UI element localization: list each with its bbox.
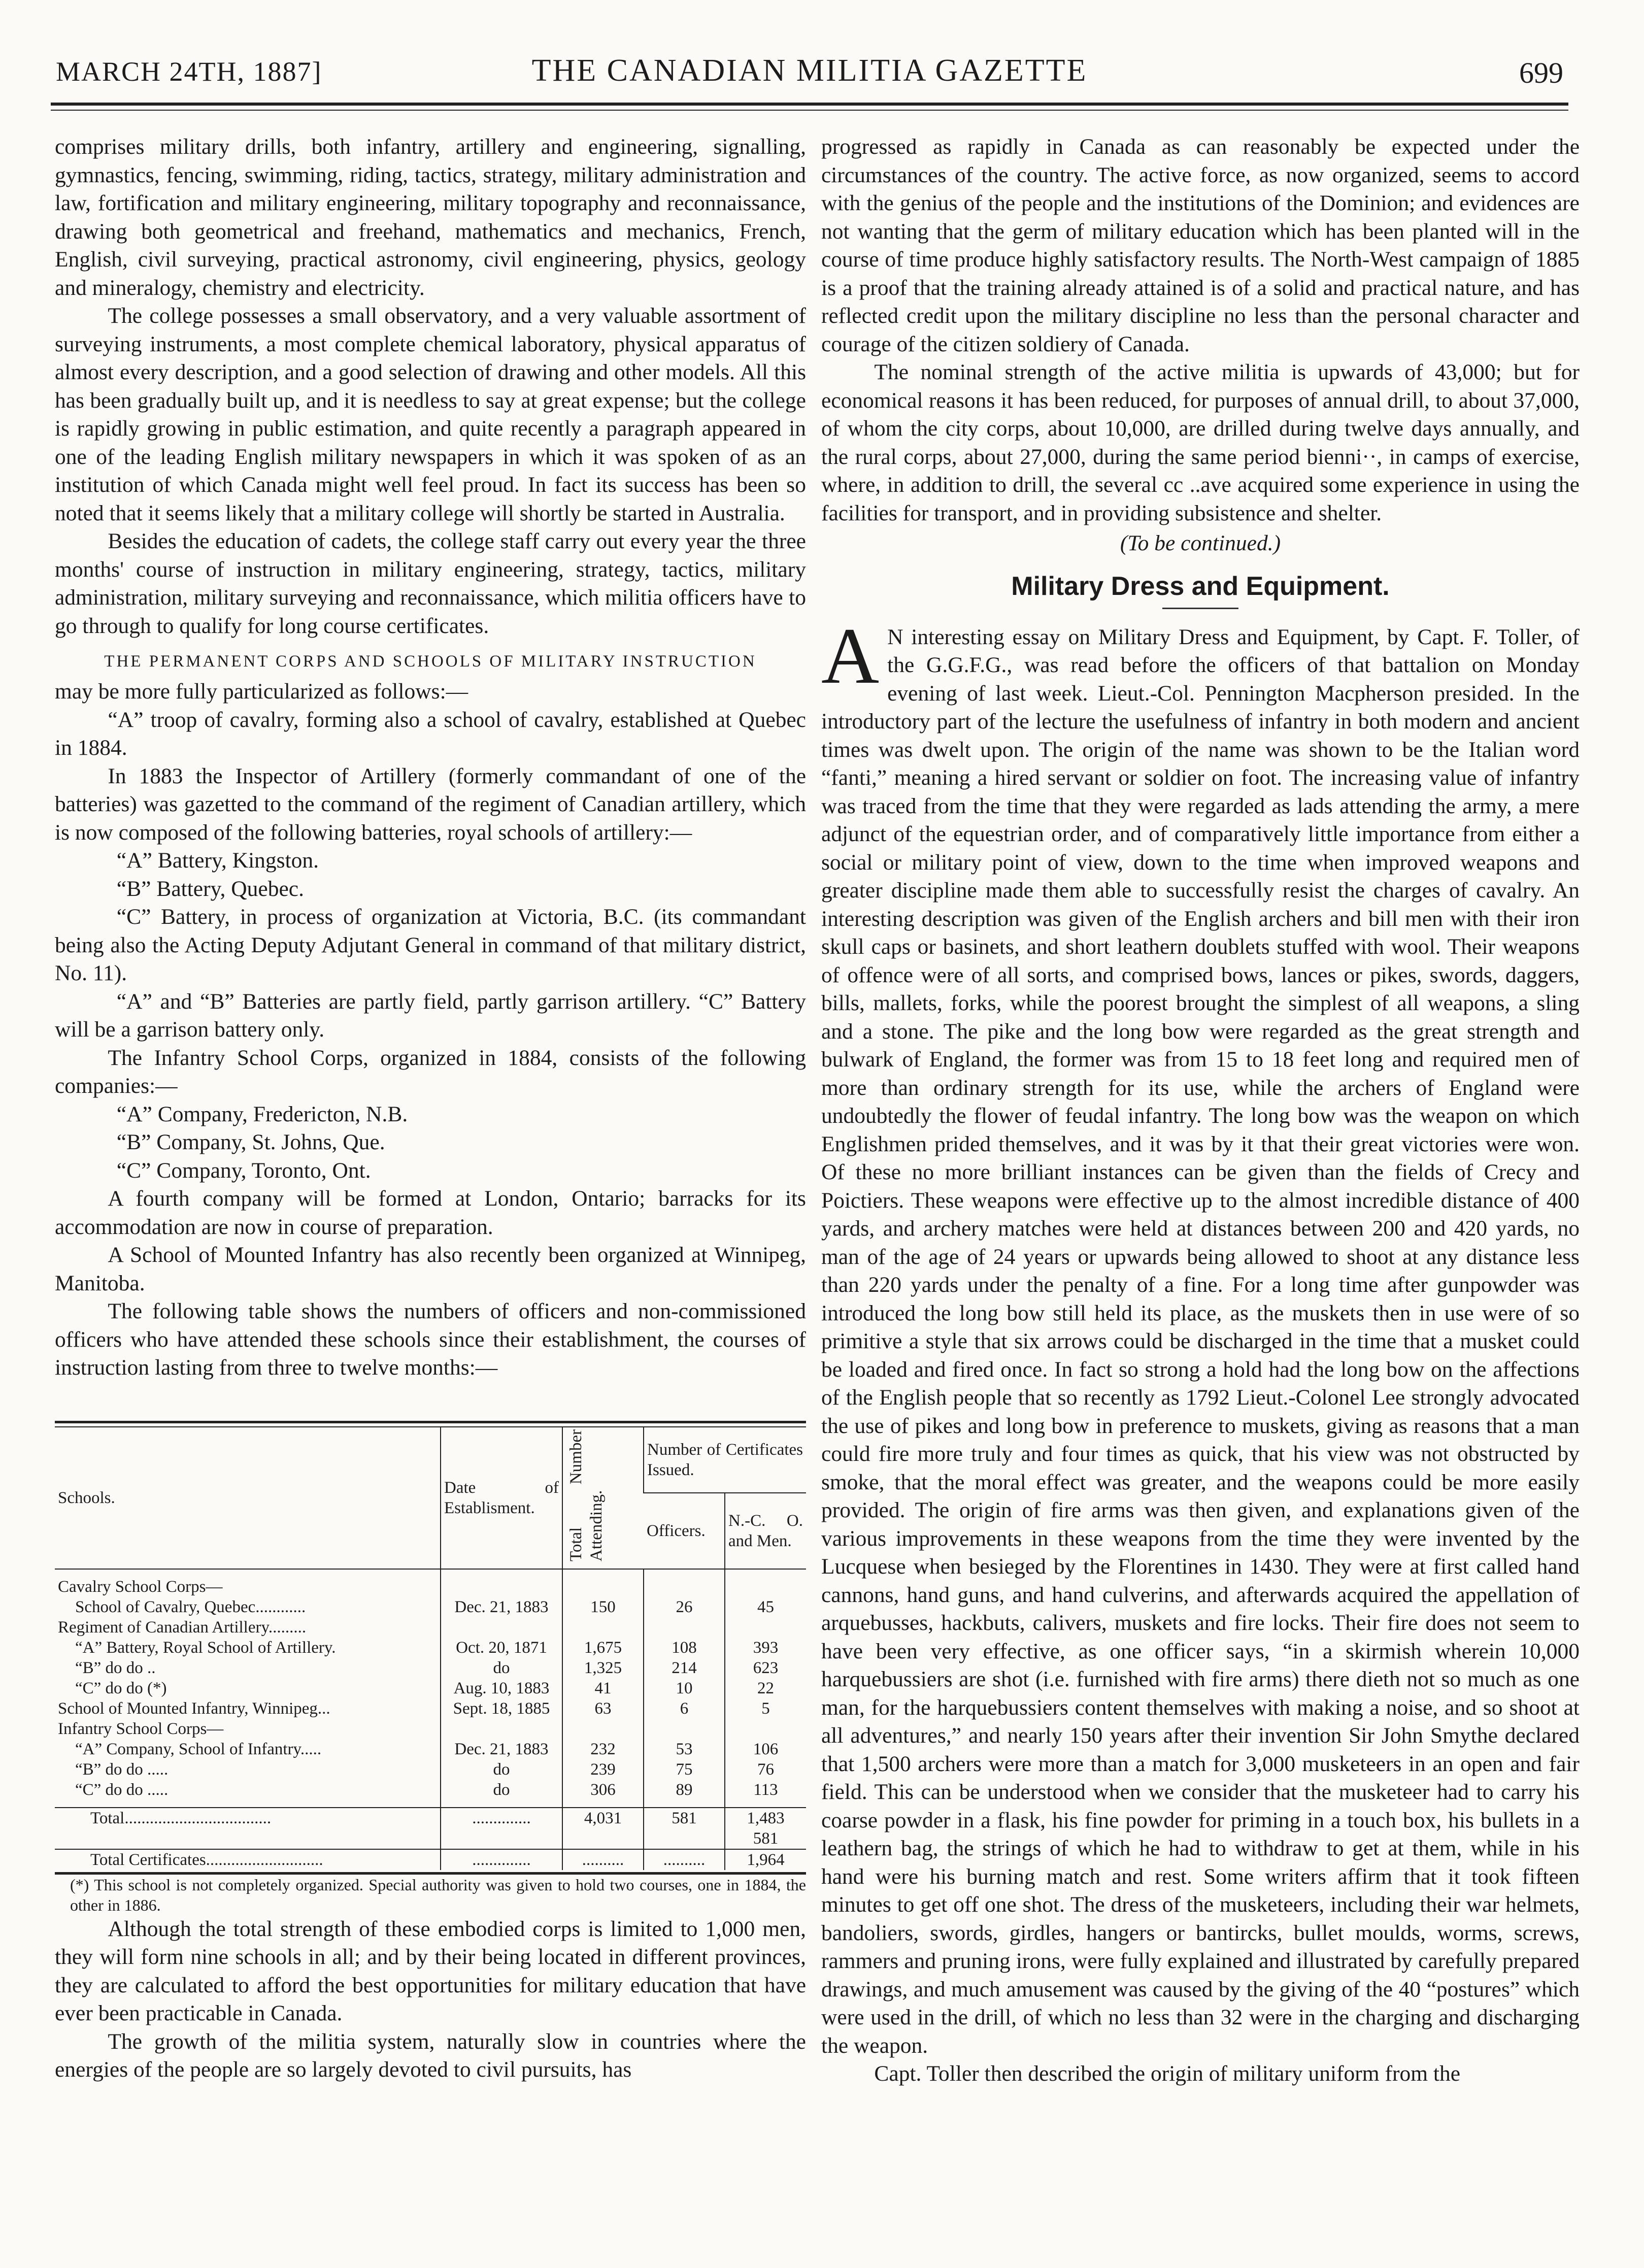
table-total-row: Total................................... .............. 4,031 581 1,483 581: [55, 1808, 806, 1849]
paragraph: Besides the education of cadets, the college staff carry out every year the three months' course of instruction in military engineering, strategy, tactics, military administration, military surveying and reconnaissance, which militia officers have to go through to qualify for long course certificates.: [55, 529, 806, 638]
table-row: “A” Company, School of Infantry..... Dec. 21, 1883 232 53 106: [55, 1739, 806, 1759]
table-row: School of Mounted Infantry, Winnipeg... Sept. 18, 1885 63 6 5: [55, 1698, 806, 1719]
table-row: “C” do do ..... do 306 89 113: [55, 1780, 806, 1808]
table-footnote: (*) This school is not completely organized. Special authority was given to hold two courses, one in 1884, the other in 1886.: [70, 1875, 806, 1914]
header-certificates: Number of Certificates Issued.: [644, 1427, 806, 1493]
paragraph: In 1883 the Inspector of Artillery (formerly commandant of one of the batteries) was gazetted to the command of the regiment of Canadian artillery, which is now composed of the following batteries, royal schools of artillery:—: [55, 763, 806, 845]
list-item: “C” Battery, in process of organization at Victoria, B.C. (its commandant being also the Acting Deputy Adjutant General in command of that military district, No. 11).: [55, 905, 806, 985]
page-number: 699: [1519, 56, 1563, 89]
continued-note: (To be continued.): [1120, 531, 1281, 555]
article-title: Military Dress and Equipment.: [1011, 571, 1390, 601]
header-officers: Officers.: [644, 1493, 725, 1569]
paragraph: progressed as rapidly in Canada as can reasonably be expected under the circumstances of the country. The active force, as now organized, seems to accord with the genius of the people and the institutions of the Dominion; and evidences are not wanting that the germ of military education which has been planted will in the course of time produce highly satisfactory results. The North-West campaign of 1885 is a proof that the training already attained is of a solid and practical nature, and has reflected credit upon the military discipline no less than the personal character and courage of the citizen soldiery of Canada.: [821, 135, 1580, 356]
schools-table-block: [55, 1421, 806, 1875]
header-total: [562, 1427, 644, 1569]
paragraph: Capt. Toller then described the origin of military uniform from the: [874, 2061, 1461, 2086]
section-heading: THE PERMANENT CORPS AND SCHOOLS OF MILITARY INSTRUCTION: [104, 652, 757, 671]
header-rule-thick: [51, 103, 1568, 106]
title-rule: [1162, 608, 1238, 609]
drop-cap: A: [821, 611, 880, 701]
header-date: Date of Establisment.: [441, 1427, 562, 1569]
header-total-label: Total Number Attending.: [567, 1429, 606, 1561]
paragraph: “A” and “B” Batteries are partly field, partly garrison artillery. “C” Battery will be a garrison battery only.: [55, 989, 806, 1042]
header-schools: Schools.: [55, 1427, 441, 1569]
paragraph: A School of Mounted Infantry has also recently been organized at Winnipeg, Manitoba.: [55, 1243, 806, 1295]
list-item: “C” Company, Toronto, Ont.: [116, 1158, 371, 1183]
paragraph: Although the total strength of these embodied corps is limited to 1,000 men, they will form nine schools in all; and by their being located in different provinces, they are calculated to afford the best opportunities for military education that have ever been practicable in Canada.: [55, 1916, 806, 2025]
table-row: Infantry School Corps—: [55, 1719, 806, 1739]
paragraph: A fourth company will be formed at London, Ontario; barracks for its accommodation are now in course of preparation.: [55, 1186, 806, 1239]
left-column: [55, 133, 806, 2084]
table-row: School of Cavalry, Quebec............ Dec. 21, 1883 150 26 45: [55, 1597, 806, 1617]
table-row: “A” Battery, Royal School of Artillery. Oct. 20, 1871 1,675 108 393: [55, 1638, 806, 1658]
paragraph: The growth of the militia system, naturally slow in countries where the energies of the people are so largely devoted to civil pursuits, has: [55, 2029, 806, 2082]
table-rule: [55, 1421, 806, 1423]
paragraph: The Infantry School Corps, organized in 1884, consists of the following companies:—: [55, 1045, 806, 1098]
page-header: [56, 47, 1563, 92]
table-certificates-row: Total Certificates............................ .............. .......... .......... 1,964: [55, 1849, 806, 1870]
list-item: “A” Battery, Kingston.: [116, 848, 319, 873]
paragraph: The nominal strength of the active militia is upwards of 43,000; but for economical reasons it has been reduced, for purposes of annual drill, to about 37,000, of whom the city corps, about 10,000, are drilled during twelve days annually, and the rural corps, about 27,000, during the same period bienni··, in camps of exercise, where, in addition to drill, the several cc ..ave acquired some experience in using the facilities for transport, and in providing subsistence and shelter.: [821, 360, 1580, 525]
paragraph: The following table shows the numbers of officers and non-commissioned officers who have attended these schools since their establishment, the courses of instruction lasting from three to twelve months:—: [55, 1299, 806, 1380]
table-row: “B” do do ..... do 239 75 76: [55, 1759, 806, 1780]
issue-date: MARCH 24TH, 1887]: [56, 56, 322, 87]
header-nco: N.-C. O. and Men.: [725, 1493, 806, 1569]
paragraph: [821, 611, 1580, 2060]
table-row: “C” do do (*) Aug. 10, 1883 41 10 22: [55, 1678, 806, 1698]
article-body: N interesting essay on Military Dress and Equipment, by Capt. F. Toller, of the G.G.F.G., was read before the officers of that battalion on Monday evening of last week. Lieut.-Col. Pennington Macpherson presided. In the introductory part of the lecture the usefulness of infantry in both modern and ancient times was dwelt upon. The origin of the name was shown to be the Italian word “fanti,” meaning a hired servant or soldier on foot. The increasing value of infantry was traced from the time that they were regarded as lads attending the army, a mere adjunct of the equestrian order, and of comparatively little importance from either a social or military point of view, down to the time when improved weapons and greater discipline made them able to successfully resist the charges of cavalry. An interesting description was given of the English archers and bill men with their iron skull caps or basinets, and short leathern doublets stuffed with wool. Their weapons of offence were of all sorts, and comprised bows, lances or pikes, swords, daggers, bills, mallets, forks, while the poorest brought the simplest of all weapons, a sling and a stone. The pike and the long bow were regarded as the great strength and bulwark of England, the former was from 15 to 18 feet long and required men of more than ordinary strength for its use, while the archers of England were undoubtedly the flower of feudal infantry. The long bow was the weapon on which Englishmen prided themselves, and it was by it that their great victories were won. Of these no more brilliant instances can be given than the fields of Crecy and Poictiers. These weapons were effective up to the almost incredible distance of 400 yards, and archery matches were held at distances between 200 and 420 yards, no man of the age of 24 years or upwards being allowed to shoot at any distance less than 220 yards under the penalty of a fine. For a long time after gunpowder was introduced the long bow still held its place, as the muskets then in use were of so primitive a style that six arrows could be discharged in the time that a musket could be loaded and fired once. In fact so strong a hold had the long bow on the affections of the English people that so recently as 1792 Lieut.-Colonel Lee strongly advocated the use of pikes and long bow in preference to muskets, giving as reasons that a man could fire more truly and four times as quick, that his view was not obstructed by smoke, that the moral effect was greater, and the weapons could be more easily provided. The origin of fire arms was then given, and explanations given of the various improvements in these weapons from the time they were invented by the Lucquese when besieged by the Florentines in 1430. They were at first called hand cannons, hand guns, and hand culverins, and afterwards acquired the appellation of arquebusses, hackbuts, calivers, muskets and fire locks. Their fire does not seem to have been very effective, as one officer says, “in a skirmish wherein 10,000 harquebussiers are shot (i.e. furnished with fire arms) there dieth not so much as one man, for the harquebussiers content themselves with making a noise, and so shoot at all adventures,” and nearly 150 years after their invention Sir John Smythe declared that 1,500 archers were more than a match for 3,000 musketeers in an open and fair field. This can be understood when we consider that the musketeer had to carry his coarse powder in a flask, his fine powder for priming in a touch box, his bullets in a leathern bag, the strings of which he had to withdraw to get at them, while in his hand were his burning match and rest. Some writers affirm that it took fifteen minutes to get off one shot. The dress of the musketeers, including their war helmets, bandoliers, swords, girdles, hangers or bantircks, bullet moulds, worms, screws, rammers and pruning irons, were fully explained and illustrated by carefully prepared drawings, and much amusement was caused by the giving of the 40 “postures” which were used in the drill, of which no less than 32 were in the charging and discharging the weapon.: [821, 624, 1580, 2058]
table-row: Regiment of Canadian Artillery.........: [55, 1617, 806, 1638]
paragraph: may be more fully particularized as follows:—: [55, 679, 468, 704]
right-column: [821, 133, 1580, 2088]
paragraph: The college possesses a small observatory, and a very valuable assortment of surveying instruments, a most complete chemical laboratory, physical apparatus of almost every description, and a good selection of drawing and other models. All this has been gradually built up, and it is needless to say at great expense; but the college is rapidly growing in public estimation, and quite recently a paragraph appeared in one of the leading English military newspapers in which it was spoken of as an institution of which Canada might well feel proud. In fact its success has been so noted that it seems likely that a military college will shortly be started in Australia.: [55, 304, 806, 525]
paragraph: “A” troop of cavalry, forming also a school of cavalry, established at Quebec in 1884.: [55, 707, 806, 760]
publication-title: THE CANADIAN MILITIA GAZETTE: [531, 53, 1088, 88]
table-row: “B” do do .. do 1,325 214 623: [55, 1658, 806, 1678]
list-item: “B” Company, St. Johns, Que.: [116, 1130, 385, 1154]
schools-table: [55, 1427, 806, 1870]
paragraph: comprises military drills, both infantry, artillery and engineering, signalling, gymnastics, fencing, swimming, riding, tactics, strategy, military administration and law, fortification and military engineering, military topography and reconnaissance, drawing both geometrical and freehand, mathematics and mechanics, French, English, civil surveying, practical astronomy, civil engineering, physics, geology and mineralogy, chemistry and electricity.: [55, 135, 806, 300]
list-item: “A” Company, Fredericton, N.B.: [116, 1102, 408, 1126]
list-item: “B” Battery, Quebec.: [116, 876, 304, 901]
table-row: Cavalry School Corps—: [55, 1569, 806, 1597]
header-rule-thin: [51, 110, 1568, 111]
